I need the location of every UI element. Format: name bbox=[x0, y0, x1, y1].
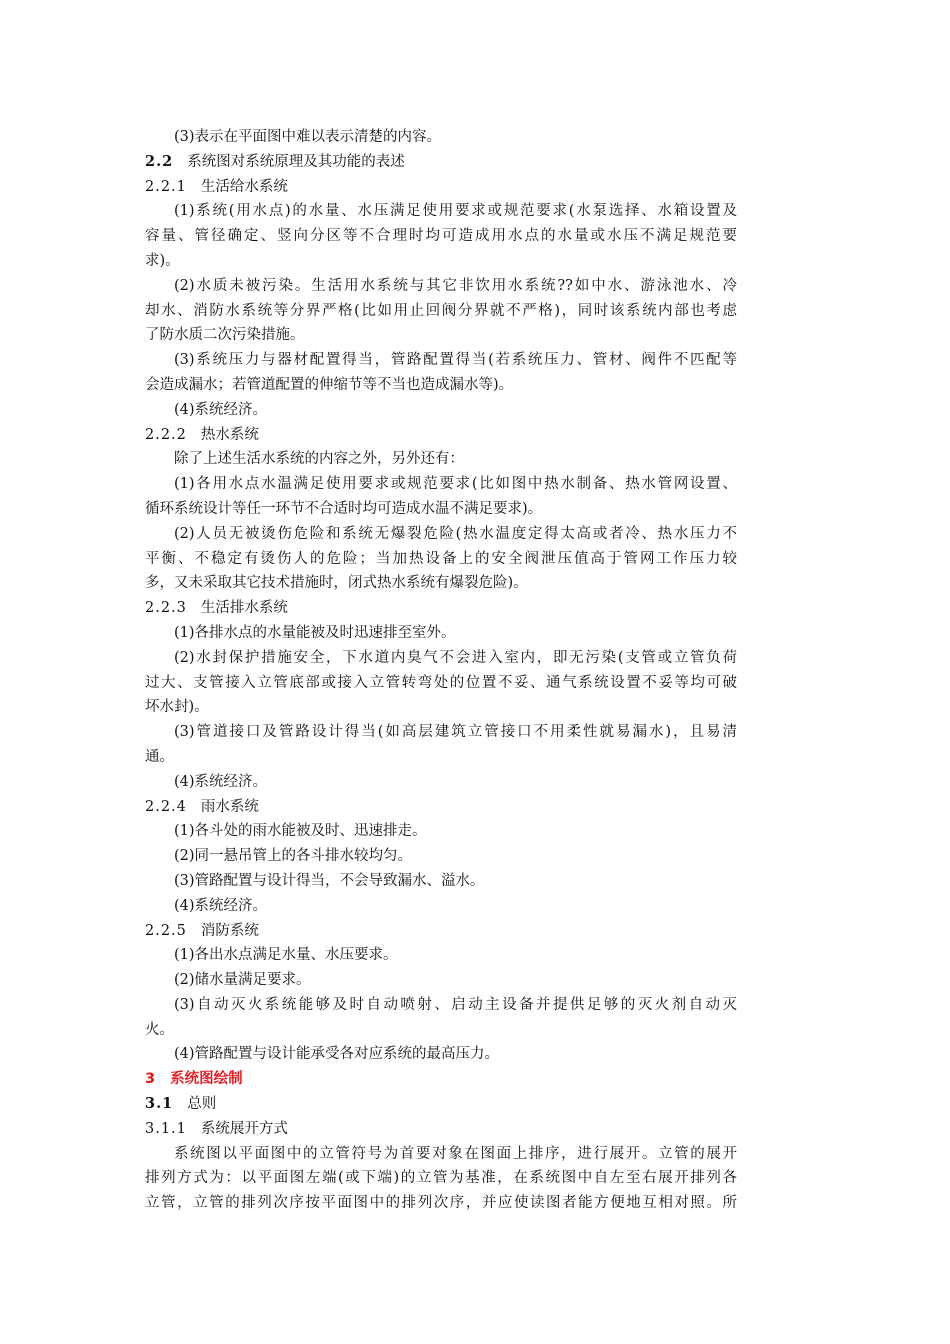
paragraph-line: (1)系统(用水点)的水量、水压满足使用要求或规范要求(水泵选择、水箱设置及 bbox=[174, 203, 737, 220]
paragraph-line: (3)管道接口及管路设计得当(如高层建筑立管接口不用柔性就易漏水)，且易清 bbox=[174, 724, 737, 741]
section-heading: 3.1 总则 bbox=[145, 1095, 217, 1113]
paragraph-line: (3)表示在平面图中难以表示清楚的内容。 bbox=[174, 129, 442, 145]
paragraph-line: (2)水质未被污染。生活用水系统与其它非饮用水系统??如中水、游泳池水、冷 bbox=[174, 277, 737, 294]
paragraph-line: (1)各用水点水温满足使用要求或规范要求(比如图中热水制备、热水管网设置、 bbox=[174, 476, 737, 493]
paragraph-line: (2)水封保护措施安全，下水道内臭气不会进入室内，即无污染(支管或立管负荷 bbox=[174, 649, 737, 666]
paragraph-line: 却水、消防水系统等分界严格(比如用止回阀分界就不严格)，同时该系统内部也考虑 bbox=[145, 302, 737, 319]
paragraph-line: 过大、支管接入立管底部或接入立管转弯处的位置不妥、通气系统设置不妥等均可破 bbox=[145, 674, 737, 691]
paragraph-line: 了防水质二次污染措施。 bbox=[145, 327, 305, 344]
paragraph-line: 系统图以平面图中的立管符号为首要对象在图面上排序，进行展开。立管的展开 bbox=[174, 1145, 737, 1162]
section-heading: 2.2 系统图对系统原理及其功能的表述 bbox=[145, 152, 405, 170]
paragraph-line: 火。 bbox=[145, 1021, 174, 1038]
paragraph-line: (2)人员无被烫伤危险和系统无爆裂危险(热水温度定得太高或者冷、热水压力不 bbox=[174, 525, 737, 542]
paragraph-line: 坏水封)。 bbox=[145, 699, 209, 716]
subsection-heading: 2.2.2 热水系统 bbox=[145, 426, 259, 443]
paragraph-line: (4)系统经济。 bbox=[174, 897, 268, 914]
chapter-heading: 3 系统图绘制 bbox=[145, 1071, 243, 1088]
paragraph-line: (1)各出水点满足水量、水压要求。 bbox=[174, 947, 398, 964]
subsection-heading: 2.2.4 雨水系统 bbox=[145, 798, 259, 815]
paragraph-line: (4)系统经济。 bbox=[174, 401, 268, 418]
document-page bbox=[145, 125, 737, 1216]
subsection-heading: 3.1.1 系统展开方式 bbox=[145, 1120, 288, 1137]
paragraph-line: (3)管路配置与设计得当，不会导致漏水、溢水。 bbox=[174, 872, 485, 889]
paragraph-line: (4)系统经济。 bbox=[174, 773, 268, 790]
paragraph-line: 会造成漏水；若管道配置的伸缩节等不当也造成漏水等)。 bbox=[145, 376, 514, 393]
paragraph-line: (1)各斗处的雨水能被及时、迅速排走。 bbox=[174, 823, 427, 840]
paragraph-line: 容量、管径确定、竖向分区等不合理时均可造成用水点的水量或水压不满足规范要 bbox=[145, 228, 737, 245]
subsection-heading: 2.2.5 消防系统 bbox=[145, 922, 259, 939]
paragraph-line: 循环系统设计等任一环节不合适时均可造成水温不满足要求)。 bbox=[145, 500, 543, 517]
subsection-heading: 2.2.3 生活排水系统 bbox=[145, 600, 288, 617]
paragraph-line: (2)储水量满足要求。 bbox=[174, 972, 311, 989]
paragraph-line: (3)自动灭火系统能够及时自动喷射、启动主设备并提供足够的灭火剂自动灭 bbox=[174, 996, 737, 1013]
paragraph-line: 求)。 bbox=[145, 252, 180, 269]
paragraph-line: (4)管路配置与设计能承受各对应系统的最高压力。 bbox=[174, 1046, 500, 1063]
subsection-heading: 2.2.1 生活给水系统 bbox=[145, 178, 288, 195]
paragraph-line: (1)各排水点的水量能被及时迅速排至室外。 bbox=[174, 624, 456, 641]
paragraph-line: (2)同一悬吊管上的各斗排水较均匀。 bbox=[174, 848, 413, 865]
paragraph-line: 平衡、不稳定有烫伤人的危险；当加热设备上的安全阀泄压值高于管网工作压力较 bbox=[145, 550, 737, 567]
paragraph-line: 多，又未采取其它技术措施时，闭式热水系统有爆裂危险)。 bbox=[145, 575, 528, 592]
paragraph-line: (3)系统压力与器材配置得当，管路配置得当(若系统压力、管材、阀件不匹配等 bbox=[174, 352, 737, 369]
paragraph-line: 排列方式为：以平面图左端(或下端)的立管为基准，在系统图中自左至右展开排列各 bbox=[145, 1170, 737, 1187]
paragraph-line: 通。 bbox=[145, 748, 174, 765]
paragraph-line: 立管，立管的排列次序按平面图中的排列次序，并应使读图者能方便地互相对照。所 bbox=[145, 1195, 737, 1212]
paragraph-line: 除了上述生活水系统的内容之外，另外还有： bbox=[174, 451, 464, 468]
